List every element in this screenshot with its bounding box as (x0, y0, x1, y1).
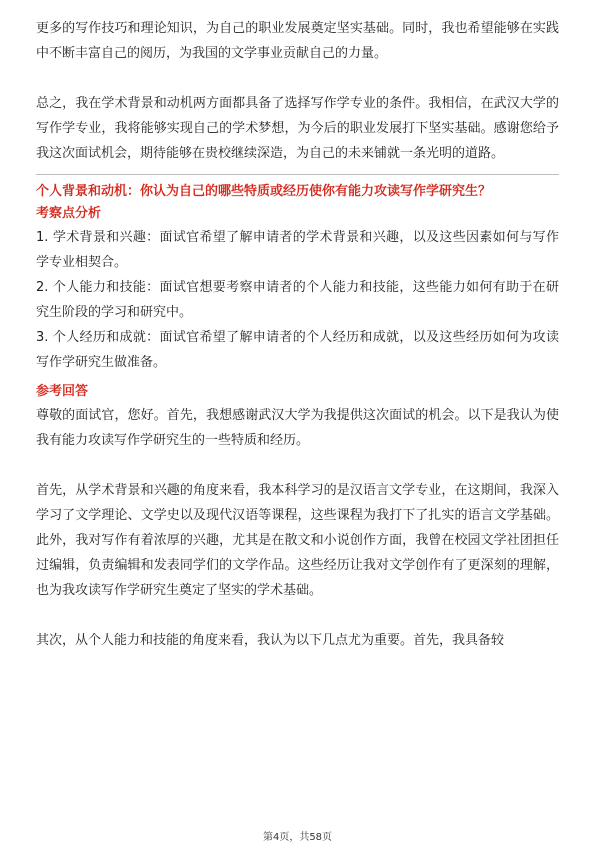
answer-heading: 参考回答 (36, 384, 89, 399)
paragraph-gap (36, 453, 559, 478)
paragraph-gap (36, 66, 559, 91)
paragraph-continuation: 更多的写作技巧和理论知识，为自己的职业发展奠定坚实基础。同时，我也希望能够在实践中不断丰富自己的阅历，为我国的文学事业贡献自己的力量。 (36, 21, 559, 61)
document-page (0, 16, 595, 858)
answer-paragraph-background: 首先，从学术背景和兴趣的角度来看，我本科学习的是汉语言文学专业，在这期间，我深入学习了文学理论、文学史以及现代汉语等课程，这些课程为我打下了扎实的语言文学基础。此外，我对写作有着浓厚的兴趣，尤其是在散文和小说创作方面，我曾在校园文学社团担任过编辑，负责编辑和发表同学们的文学作品。这些经历让我对文学创作有了更深刻的理解，也为我攻读写作学研究生奠定了坚实的学术基础。 (36, 483, 559, 598)
analysis-list (36, 225, 559, 375)
section-divider (36, 174, 559, 175)
question-title: 个人背景和动机：你认为自己的哪些特质或经历使你有能力攻读写作学研究生？ (36, 184, 492, 199)
answer-paragraph-greeting: 尊敬的面试官，您好。首先，我想感谢武汉大学为我提供这次面试的机会。以下是我认为使我有能力攻读写作学研究生的一些特质和经历。 (36, 408, 559, 448)
analysis-item: 3. 个人经历和成就：面试官希望了解申请者的个人经历和成就，以及这些经历如何为攻读写作学研究生做准备。 (36, 330, 559, 370)
page-footer: 第4页，共58页 (262, 832, 333, 843)
analysis-heading: 考察点分析 (36, 206, 102, 221)
paragraph-gap (36, 603, 559, 628)
analysis-item: 1. 学术背景和兴趣：面试官希望了解申请者的学术背景和兴趣，以及这些因素如何与写作学专业相契合。 (36, 230, 559, 270)
paragraph-summary: 总之，我在学术背景和动机两方面都具备了选择写作学专业的条件。我相信，在武汉大学的写作学专业，我将能够实现自己的学术梦想，为今后的职业发展打下坚实基础。感谢您给予我这次面试机会，期待能够在贵校继续深造，为自己的未来铺就一条光明的道路。 (36, 96, 559, 161)
analysis-item: 2. 个人能力和技能：面试官想要考察申请者的个人能力和技能，这些能力如何有助于在研究生阶段的学习和研究中。 (36, 280, 559, 320)
answer-paragraph-abilities: 其次，从个人能力和技能的角度来看，我认为以下几点尤为重要。首先，我具备较 (36, 633, 505, 648)
